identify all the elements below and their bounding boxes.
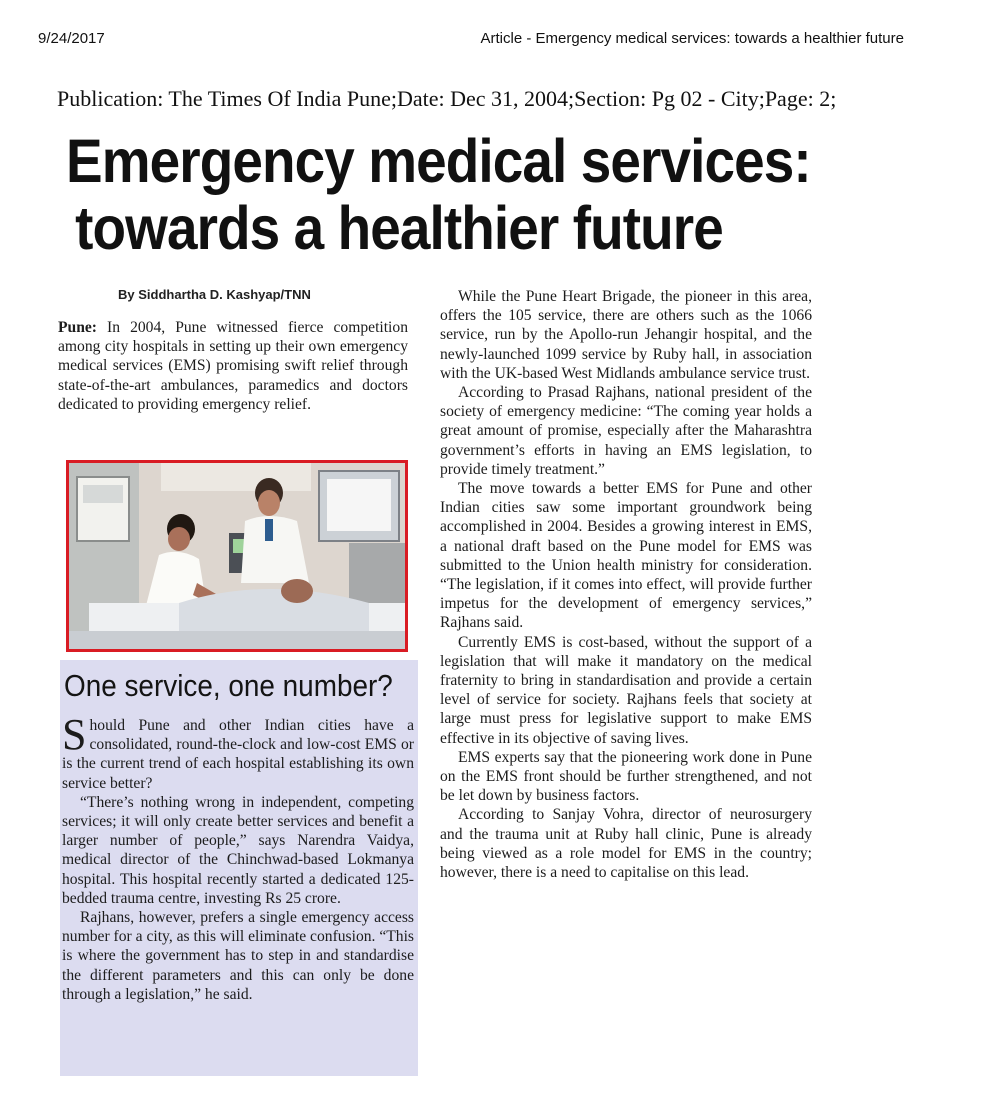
right-paragraph-3: The move towards a better EMS for Pune and other Indian cities saw some important groundwork being accomplished in 2004. Besides a growing interest in EMS, a national draft based on the Pune model for EMS was submitted to the Union health ministry for consideration. “The legislation, if it comes into effect, will provide further impetus for the development of emergency services,” Rajhans said. xyxy=(440,480,812,632)
article-byline: By Siddhartha D. Kashyap/TNN xyxy=(118,287,311,302)
print-header xyxy=(38,30,904,47)
left-column xyxy=(58,318,408,414)
sidebar-paragraph-3: Rajhans, however, prefers a single emergency access number for a city, as this will eliminate confusion. “This is where the government has to step in and standardise the different parameters and this can only be done through a legislation,” he said. xyxy=(62,909,414,1003)
intro-text: In 2004, Pune witnessed fierce competition among city hospitals in setting up their own emergency medical services (EMS) promising swift relief through state-of-the-art ambulances, paramedics and doctors dedicated to providing emergency relief. xyxy=(58,319,408,413)
sidebar-paragraph-1 xyxy=(62,710,414,793)
right-column xyxy=(440,287,812,882)
right-paragraph-4: Currently EMS is cost-based, without the support of a legislation that will make it mandatory on the medical fraternity to bring in standardisation and provide a certain level of service for society. Rajhans feels that society at large must press for legislative support to make EMS effective in its objective of saving lives. xyxy=(440,633,812,747)
right-paragraph-5: EMS experts say that the pioneering work done in Pune on the EMS front should be further strengthened, and not be let down by business factors. xyxy=(440,748,812,805)
sidebar-text xyxy=(62,710,414,1004)
headline-line-2: towards a healthier future xyxy=(75,194,723,262)
sidebar-box xyxy=(60,660,418,1076)
sidebar-heading: One service, one number? xyxy=(64,668,393,703)
intro-paragraph xyxy=(58,318,408,414)
ambulance-interior-photo xyxy=(69,463,405,649)
right-paragraph-1: While the Pune Heart Brigade, the pioneer in this area, offers the 105 service, there are others such as the 1066 service, run by the Apollo-run Jehangir hospital, and the newly-launched 1099 service by Ruby hall, in association with the UK-based West Midlands ambulance service trust. xyxy=(440,288,812,382)
article-photo xyxy=(66,460,408,652)
headline-line-1: Emergency medical services: xyxy=(66,127,811,195)
print-document-title: Article - Emergency medical services: towards a healthier future xyxy=(480,30,904,47)
sidebar-paragraph-1-text: hould Pune and other Indian cities have a consolidated, round-the-clock and low-cost EMS or is the current trend of each hospital establishing its own service better? xyxy=(62,717,414,792)
publication-line: Publication: The Times Of India Pune;Date: Dec 31, 2004;Section: Pg 02 - City;Page: 2; xyxy=(57,86,837,111)
article-headline xyxy=(66,127,811,262)
dateline: Pune: xyxy=(58,319,97,336)
print-date: 9/24/2017 xyxy=(38,30,105,47)
right-paragraph-6: According to Sanjay Vohra, director of neurosurgery and the trauma unit at Ruby hall clinic, Pune is already being viewed as a role model for EMS in the country; however, there is a need to capitalise on this lead. xyxy=(440,806,812,882)
sidebar-paragraph-2: “There’s nothing wrong in independent, competing services; it will only create better services and benefit a larger number of people,” says Narendra Vaidya, medical director of the Chinchwad-based Lokmanya hospital. This hospital recently started a dedicated 125-bedded trauma centre, investing Rs 25 crore. xyxy=(62,793,414,907)
drop-cap: S xyxy=(62,710,87,759)
right-paragraph-2: According to Prasad Rajhans, national president of the society of emergency medicine: “The coming year holds a great amount of promise, especially after the Maharashtra government’s efforts in having an EMS legislation, to provide timely treatment.” xyxy=(440,384,812,478)
newspaper-clipping xyxy=(58,120,818,1084)
